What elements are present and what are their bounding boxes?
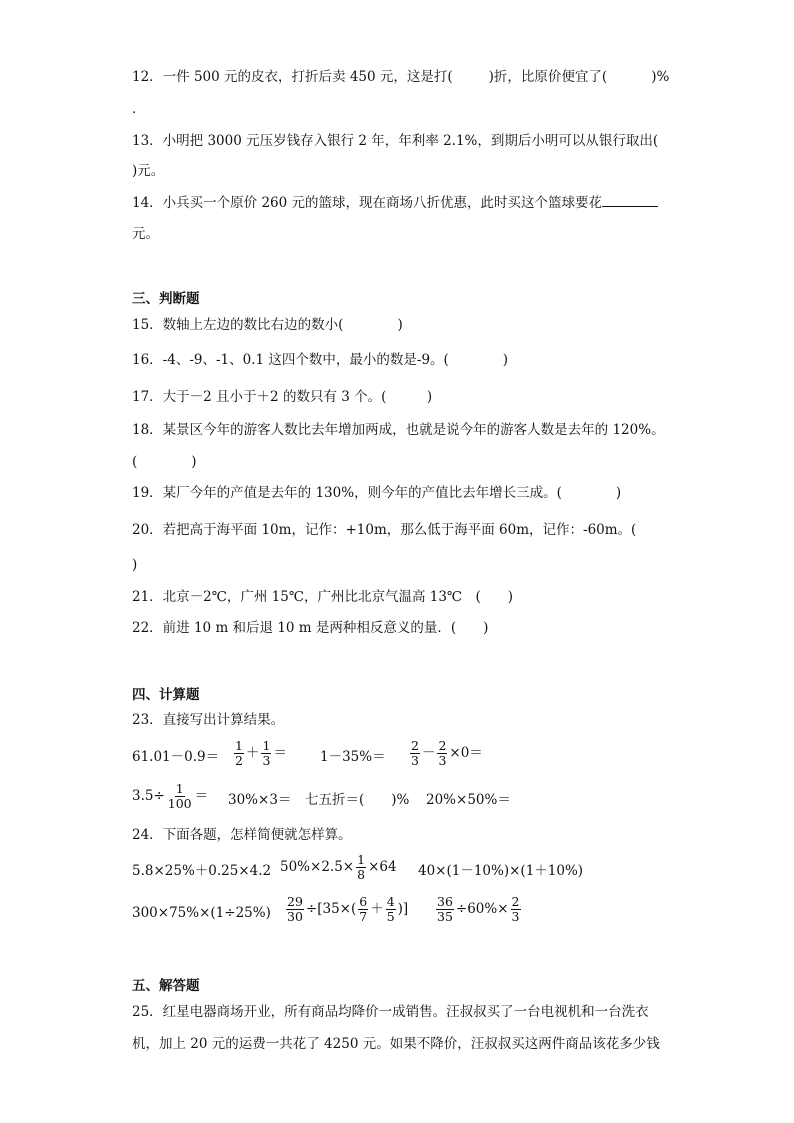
question-12-dot: ．: [132, 101, 146, 117]
question-18-cont: ( ): [132, 454, 197, 470]
calc-expr-4: $\frac{2}{3}$ － $\frac{2}{3}$ ×0＝: [411, 738, 483, 768]
calc-expr-10: 50%×2.5× $\frac{1}{8}$ ×64: [280, 852, 397, 882]
question-25-cont: 机，加上 20 元的运费一共花了 4250 元。如果不降价，汪叔叔买这两件商品该花多少钱: [132, 1036, 660, 1052]
question-13-cont: )元。: [132, 163, 165, 179]
question-19: 19．某厂今年的产值是去年的 130%，则今年的产值比去年增长三成。( ): [132, 485, 622, 501]
fraction: $\frac{6}{7}$: [359, 894, 368, 924]
calc-expr-3: 1－35%＝: [320, 749, 386, 765]
answer-blank[interactable]: [602, 194, 658, 207]
question-23: 23．直接写出计算结果。: [132, 712, 285, 728]
question-24: 24．下面各题，怎样简便就怎样算。: [132, 827, 352, 843]
fraction: $\frac{1}{3}$: [262, 738, 271, 768]
calc-expr-1: 61.01－0.9＝: [132, 749, 220, 765]
question-14-cont: 元。: [132, 226, 159, 242]
question-21: 21．北京－2℃，广州 15℃，广州比北京气温高 13℃ ( ): [132, 589, 514, 605]
question-16: 16．-4、-9、-1、0.1 这四个数中，最小的数是-9。( ): [132, 352, 509, 368]
question-12: 12．一件 500 元的皮衣，打折后卖 450 元，这是打( )折，比原价便宜了( )%: [132, 69, 670, 85]
fraction: $\frac{1}{8}$: [357, 852, 366, 882]
calc-expr-5: 3.5÷ $\frac{1}{100}$ ＝: [132, 781, 209, 811]
question-15: 15．数轴上左边的数比右边的数小( ): [132, 317, 403, 333]
fraction: $\frac{29}{30}$: [287, 894, 303, 924]
calc-expr-8: 20%×50%＝: [426, 792, 511, 808]
fraction: $\frac{2}{3}$: [411, 738, 419, 768]
calc-expr-7: 七五折＝( )%: [305, 792, 410, 808]
question-20-cont: ): [132, 557, 138, 573]
calc-expr-12: 300×75%×(1÷25%): [132, 905, 271, 921]
section-judge-title: 三、判断题: [132, 291, 200, 307]
calc-expr-2: $\frac{1}{2}$ ＋ $\frac{1}{3}$ ＝: [235, 738, 287, 768]
fraction: $\frac{2}{3}$: [511, 894, 520, 924]
question-22: 22．前进 10 m 和后退 10 m 是两种相反意义的量．( ): [132, 620, 489, 636]
question-18: 18．某景区今年的游客人数比去年增加两成，也就是说今年的游客人数是去年的 120%。: [132, 422, 665, 438]
calc-expr-6: 30%×3＝: [228, 792, 292, 808]
fraction: $\frac{1}{100}$: [167, 781, 192, 811]
section-solve-title: 五、解答题: [132, 978, 200, 994]
fraction: $\frac{2}{3}$: [438, 738, 447, 768]
question-13: 13．小明把 3000 元压岁钱存入银行 2 年，年利率 2.1%，到期后小明可以从银行取出(: [132, 133, 659, 149]
question-20: 20．若把高于海平面 10m，记作：+10m，那么低于海平面 60m，记作：-60m。(: [132, 522, 637, 538]
fraction: $\frac{4}{5}$: [386, 894, 395, 924]
calc-expr-13: $\frac{29}{30}$ ÷[35×( $\frac{6}{7}$ ＋ $\frac{4}{5}$ )]: [287, 894, 409, 924]
question-17: 17．大于－2 且小于＋2 的数只有 3 个。( ): [132, 389, 433, 405]
fraction: $\frac{36}{35}$: [437, 894, 453, 924]
calc-expr-14: $\frac{36}{35}$ ÷60%× $\frac{2}{3}$: [437, 894, 520, 924]
section-calc-title: 四、计算题: [132, 687, 200, 703]
question-14: 14．小兵买一个原价 260 元的篮球，现在商场八折优惠，此时买这个篮球要花: [132, 194, 658, 212]
question-25: 25．红星电器商场开业，所有商品均降价一成销售。汪叔叔买了一台电视机和一台洗衣: [132, 1004, 649, 1020]
calc-expr-11: 40×(1－10%)×(1＋10%): [418, 863, 584, 879]
fraction: $\frac{1}{2}$: [235, 738, 243, 768]
calc-expr-9: 5.8×25%＋0.25×4.2: [132, 863, 272, 879]
